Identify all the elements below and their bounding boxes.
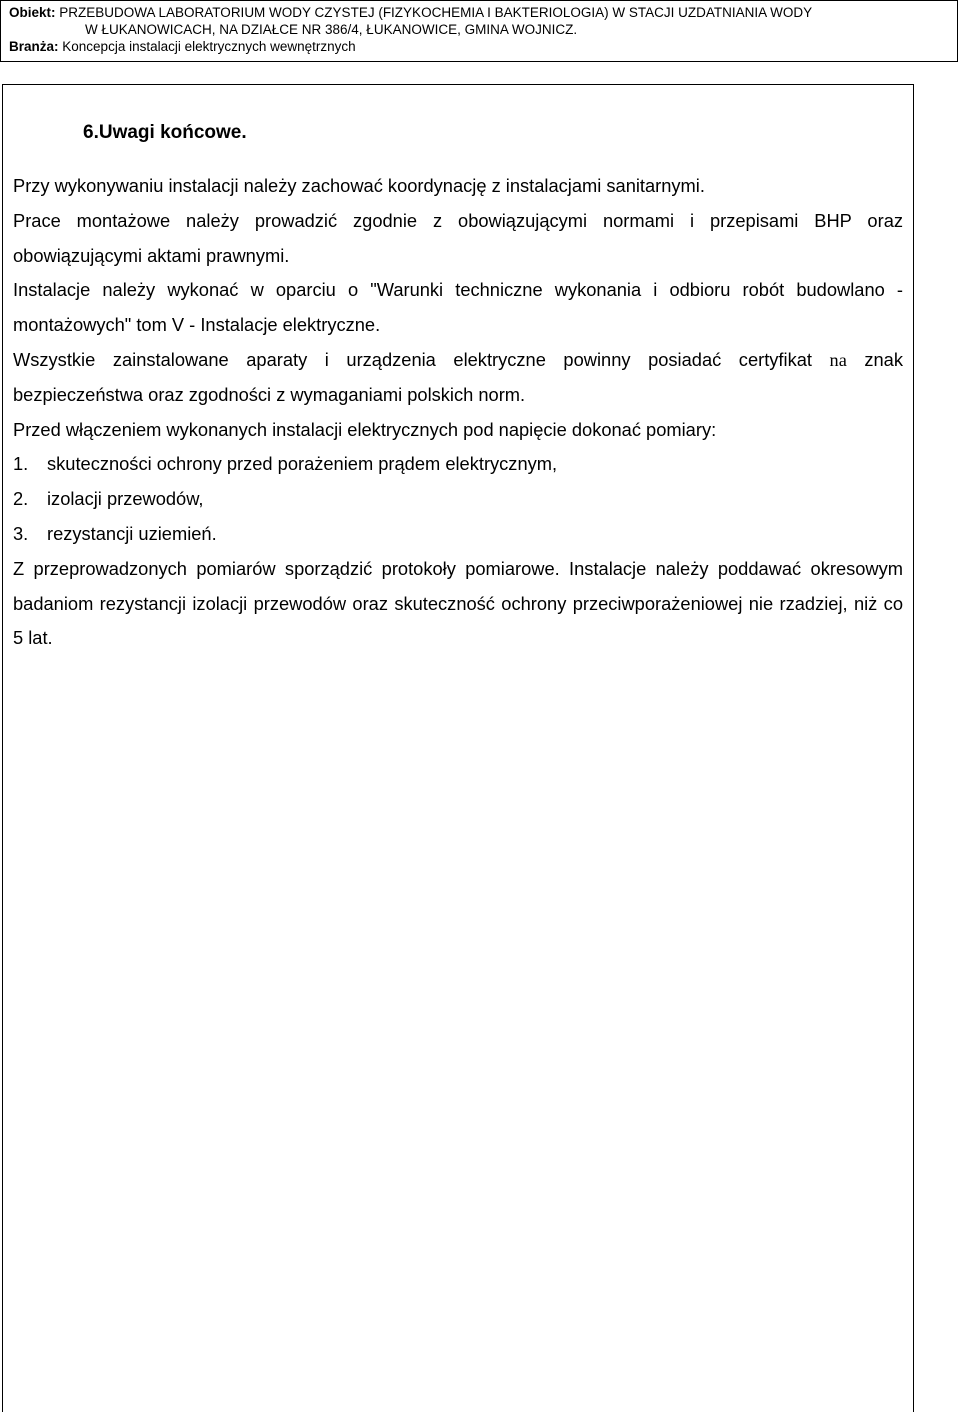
object-value-line1: PRZEBUDOWA LABORATORIUM WODY CZYSTEJ (FIZYKOCHEMIA I BAKTERIOLOGIA) W STACJI UZDATNIANIA WODY (59, 5, 813, 20)
object-value-line2: W ŁUKANOWICACH, NA DZIAŁCE NR 386/4, ŁUKANOWICE, GMINA WOJNICZ. (85, 22, 578, 37)
list-item-number: 2. (13, 488, 29, 510)
list-item-number: 1. (13, 453, 29, 475)
document-header (0, 0, 958, 62)
certification-text-a: Wszystkie zainstalowane aparaty i urządzenia elektryczne powinny posiadać certyfikat (13, 348, 812, 370)
page-content-frame (2, 84, 914, 1412)
branch-label: Branża: (9, 39, 59, 54)
paragraph-protocols: Z przeprowadzonych pomiarów sporządzić protokoły pomiarowe. Instalacje należy poddawać okresowym badaniom rezystancji izolacji przewodów oraz skuteczność ochrony przeciwporażeniowej nie rzadziej, niż co 5 lat. (13, 557, 903, 649)
paragraph-measurements-intro: Przed włączeniem wykonanych instalacji elektrycznych pod napięcie dokonać pomiary: (13, 418, 717, 440)
certification-text-b: znak bezpieczeństwa oraz zgodności z wymaganiami polskich norm. (13, 348, 903, 405)
branch-value: Koncepcja instalacji elektrycznych wewnętrznych (62, 39, 356, 54)
list-item (13, 482, 903, 517)
list-item-number: 3. (13, 522, 29, 544)
list-item-text: skuteczności ochrony przed porażeniem prądem elektrycznym, (47, 453, 558, 475)
paragraph-coordination: Przy wykonywaniu instalacji należy zachować koordynację z instalacjami sanitarnymi. (13, 175, 705, 196)
paragraph-certification (13, 343, 903, 413)
list-item (13, 447, 903, 482)
section-body (13, 169, 903, 656)
list-item (13, 517, 903, 552)
paragraph-regulations: Prace montażowe należy prowadzić zgodnie z obowiązującymi normami i przepisami BHP oraz obowiązującymi aktami prawnymi. (13, 209, 903, 266)
paragraph-technical-conditions: Instalacje należy wykonać w oparciu o "Warunki techniczne wykonania i odbioru robót budowlano - montażowych" tom V - Instalacje elektryczne. (13, 279, 903, 336)
header-object-line (9, 4, 949, 21)
list-item-text: rezystancji uziemień. (47, 522, 217, 544)
list-item-text: izolacji przewodów, (47, 488, 204, 510)
header-branch-line (9, 38, 949, 55)
measurements-list (13, 447, 903, 551)
section-title: 6.Uwagi końcowe. (83, 122, 247, 143)
object-label: Obiekt: (9, 5, 56, 20)
certification-na: na (829, 349, 847, 370)
